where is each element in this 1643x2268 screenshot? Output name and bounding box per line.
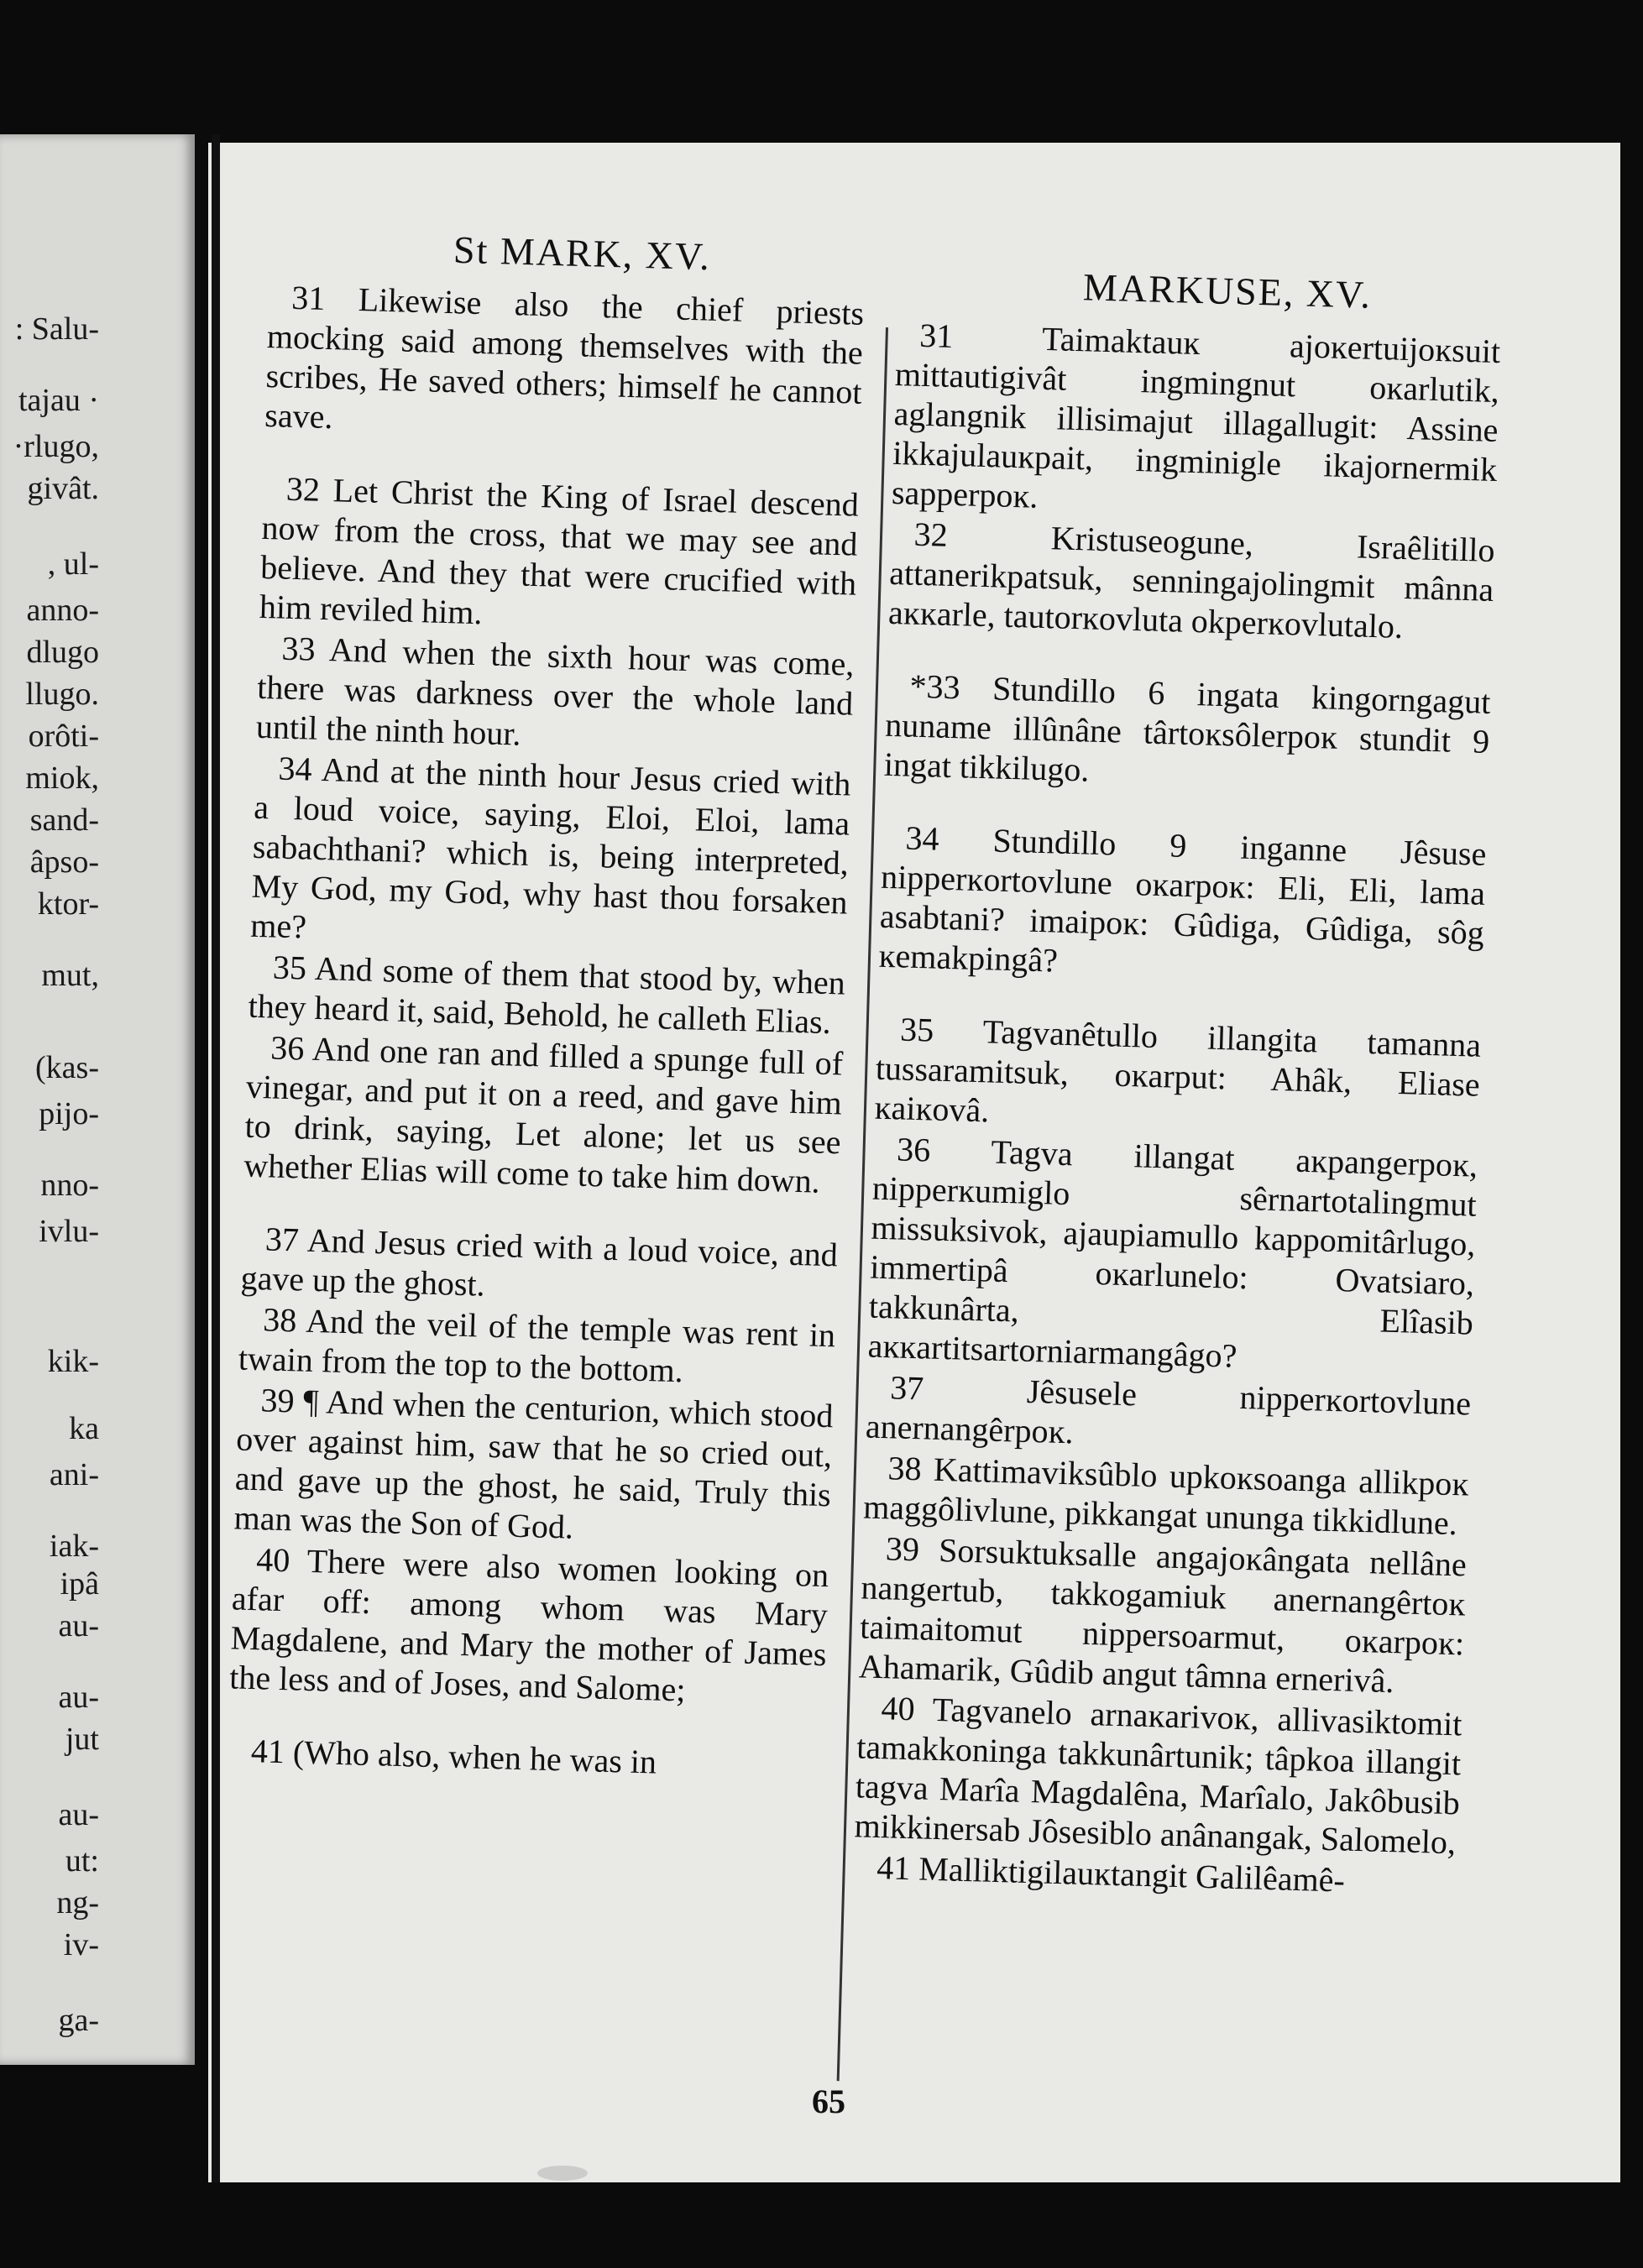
page-number: 65 <box>812 2082 845 2120</box>
inuktitut-verse-34: 34 Stundillo 9 inganne Jêsuse nipperĸortovlune oĸarpoĸ: Eli, Eli, lama asabtani? imaipoĸ: Gûdiga, Gûdiga, sôg ĸemakpingâ? <box>878 818 1487 980</box>
inuktitut-column <box>853 315 1501 1905</box>
facing-page-fragment: au- <box>58 1797 99 1832</box>
english-verse-31: 31 Likewise also the chief priests mocking said among themselves with the scribes, He saved others; himself he cannot save. <box>264 278 865 436</box>
english-verse-32: 32 Let Christ the King of Israel descend now from the cross, that we may see and believe. And they that were crucified with him reviled him. <box>259 469 860 632</box>
facing-page-fragment: (kas- <box>35 1050 99 1085</box>
english-verse-36: 36 And one ran and filled a spunge full of vinegar, and put it on a reed, and gave him to drink, saying, Let alone; let us see whether Elias will come to take him down. <box>243 1028 844 1200</box>
facing-page-fragment: mut, <box>41 958 99 993</box>
inuktitut-verse-37: 37 Jêsusele nipperĸortovlune anernangêrpoĸ. <box>865 1368 1472 1451</box>
facing-page-fragment: nno- <box>40 1168 99 1203</box>
facing-page-fragment: ga- <box>58 2003 99 2038</box>
facing-page-fragment: miok, <box>25 760 99 796</box>
paper-stain <box>537 2166 588 2181</box>
facing-page-fragment: ipâ <box>60 1566 99 1602</box>
facing-page-fragment: au- <box>58 1680 99 1715</box>
facing-page-fragment: llugo. <box>25 677 99 712</box>
inuktitut-verse-39: 39 Sorsuktuksalle angajoĸângata nellâne nangertub, takkogamiuk anernangêrtoĸ taimaitomut nippersoarmut, oĸarpoĸ: Ahamarik, Gûdib angut tâmna ernerivâ. <box>858 1529 1468 1701</box>
inuktitut-verse-35: 35 Tagvanêtullo illangita tamanna tussaramitsuk, oĸarput: Ahâk, Eliase ĸaiĸovâ. <box>873 1010 1482 1130</box>
facing-page-fragment: , ul- <box>47 546 99 582</box>
facing-page-fragment: kik- <box>47 1344 99 1379</box>
facing-page-fragment: iak- <box>49 1529 99 1564</box>
facing-page-fragment: dlugo <box>26 635 99 670</box>
english-running-head: St MARK, XV. <box>453 227 712 279</box>
facing-page-fragment: ktor- <box>37 886 99 922</box>
facing-page-fragment: tajau · <box>18 383 99 418</box>
facing-page-fragment: pijo- <box>39 1096 99 1131</box>
inuktitut-verse-36: 36 Tagva illangat aĸpangerpoĸ, nipperĸumiglo sêrnartotalingmut missuksivok, ajaupiamullo kappomitârlugo, immertipâ oĸarlunelo: Ovatsiaro, takkunârta, Elîasib aĸĸartitsartorniarmangâgo? <box>867 1130 1478 1375</box>
english-verse-41: 41 (Who also, when he was in <box>250 1732 657 1781</box>
facing-page-fragment: ka <box>69 1411 99 1446</box>
inuktitut-verse-33: *33 Stundillo 6 ingata kingorngagut nuname illûnâne târtoĸsôlerpoĸ stundit 9 ingat tikkilugo. <box>883 666 1492 789</box>
english-verse-33: 33 And when the sixth hour was come, there was darkness over the whole land until the ninth hour. <box>255 629 856 753</box>
inuktitut-verse-41: 41 Malliktigilauĸtangit Galilêamê- <box>876 1848 1346 1900</box>
inuktitut-running-head: MARKUSE, XV. <box>1082 265 1373 316</box>
gutter-shadow <box>212 134 220 2182</box>
facing-page-fragment: ·rlugo, <box>13 429 99 464</box>
inuktitut-verse-31: 31 Taimaktauĸ ajoĸertuijoĸsuit mittautigivât ingmingnut oĸarlutik, aglangnik illisimajut illagallugit: Assine ikkajulauĸpait, ingminigle ikajornermik sapperpoĸ. <box>891 316 1501 515</box>
facing-page-fragment: âpso- <box>29 844 99 880</box>
facing-page-fragment: ng- <box>56 1885 99 1920</box>
facing-page-fragment: jut <box>65 1722 99 1757</box>
facing-page-fragment: sand- <box>29 802 99 838</box>
english-column <box>227 277 864 1788</box>
facing-page-fragment: orôti- <box>28 719 99 754</box>
facing-page-fragment: iv- <box>63 1927 99 1962</box>
facing-page-fragment: ani- <box>49 1457 99 1492</box>
english-verse-37: 37 And Jesus cried with a loud voice, and gave up the ghost. <box>240 1220 839 1304</box>
english-verse-40: 40 There were also women looking on afar off: among whom was Mary Magdalene, and Mary the mother of James the less and of Joses, and Salome; <box>228 1540 829 1709</box>
inuktitut-verse-40: 40 Tagvanelo arnaĸarivoĸ, allivasiktomit tamakkoninga takkunârtunik; tâpkoa illangit tagva Marîa Magdalêna, Marîalo, Jakôbusib mikkinersab Jôsesiblo anânangak, Salomelo, <box>854 1689 1463 1862</box>
facing-page-fragment: ivlu- <box>39 1214 99 1249</box>
inuktitut-verse-38: 38 Kattimaviksûblo upkoĸsoanga allikpoĸ maggôlivlune, pikkangat ununga tikkidlune. <box>862 1449 1469 1543</box>
facing-page-fragment: : Salu- <box>14 311 99 347</box>
english-verse-35: 35 And some of them that stood by, when they heard it, said, Behold, he calleth Elias. <box>248 948 846 1042</box>
english-verse-34: 34 And at the ninth hour Jesus cried with a loud voice, saying, Eloi, Eloi, lama sabachthani? which is, being interpreted, My God, my God, why hast thou forsaken me? <box>249 749 852 946</box>
facing-page-fragment: givât. <box>27 471 99 506</box>
facing-page-edge <box>0 134 195 2065</box>
facing-page-fragment: ut: <box>65 1843 99 1879</box>
english-verse-38: 38 And the veil of the temple was rent in twain from the top to the bottom. <box>238 1300 836 1390</box>
facing-page-fragment: anno- <box>26 593 99 628</box>
facing-page-fragment: au- <box>58 1608 99 1644</box>
english-verse-39: 39 ¶ And when the centurion, which stood over against him, saw that he so cried out, and gave up the ghost, he said, Truly this man was the Son of God. <box>233 1381 835 1546</box>
inuktitut-verse-32: 32 Kristuseogune, Israêlitillo attanerikpatsuk, senningajolingmit mânna aĸĸarle, tautorĸovluta okperĸovlutalo. <box>887 515 1496 645</box>
